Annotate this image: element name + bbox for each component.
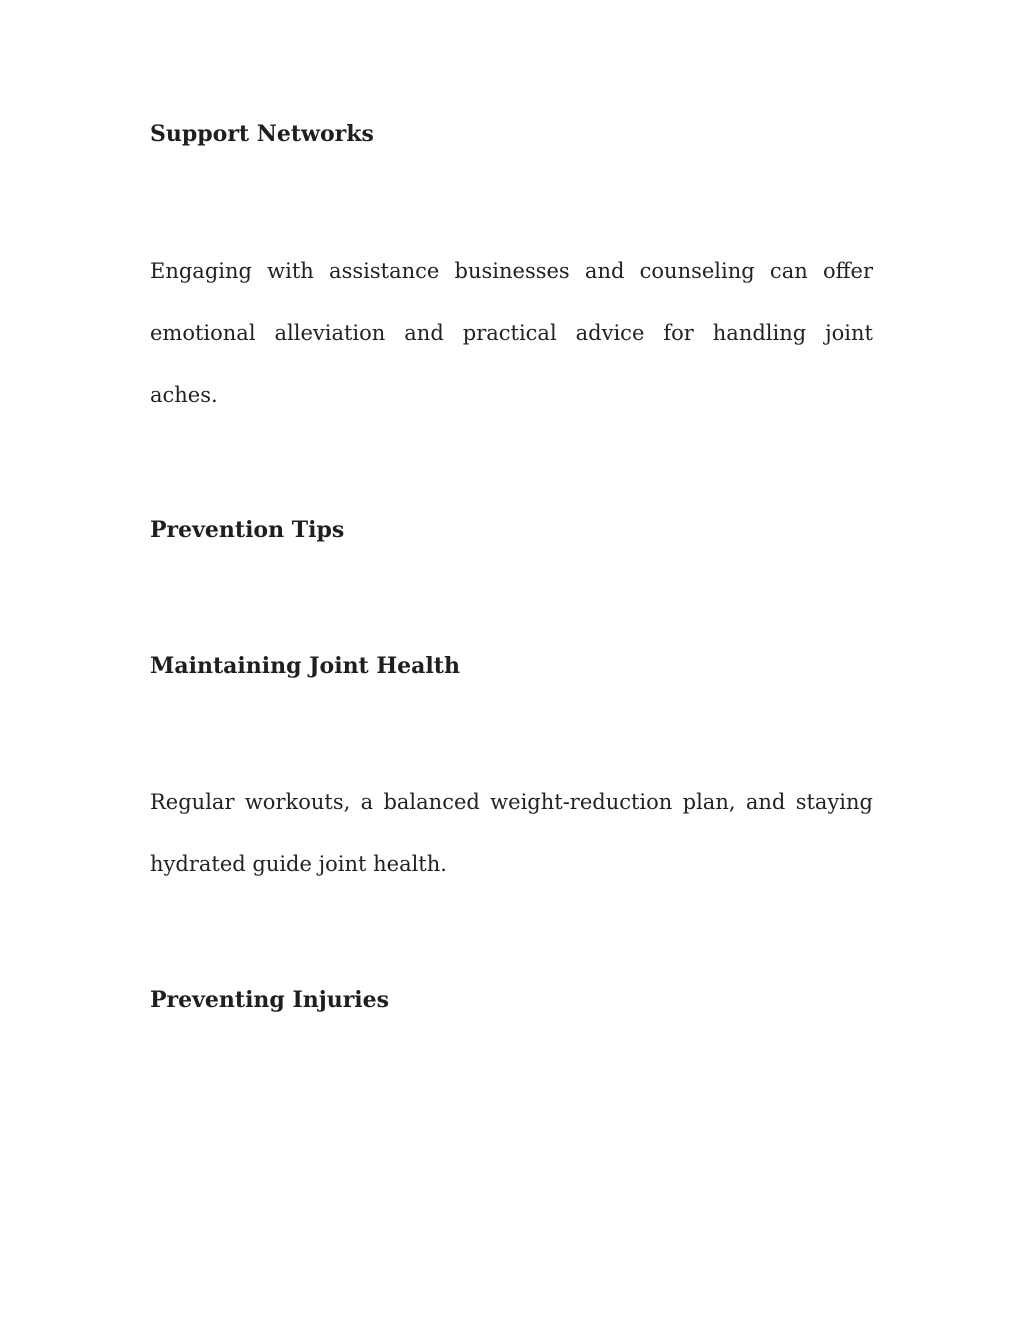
section-heading-prevention-tips: Prevention Tips [150,517,345,543]
paragraph-maintaining-joint-health: Regular workouts, a balanced weight-reduction plan, and staying hydrated guide joint health. [150,790,873,876]
section-heading-maintaining-joint-health: Maintaining Joint Health [150,653,460,679]
section-heading-preventing-injuries: Preventing Injuries [150,987,390,1013]
section-heading-support-networks: Support Networks [150,121,374,147]
paragraph-support-networks: Engaging with assistance businesses and counseling can offer emotional alleviation and practical advice for handling joint aches. [150,259,873,407]
